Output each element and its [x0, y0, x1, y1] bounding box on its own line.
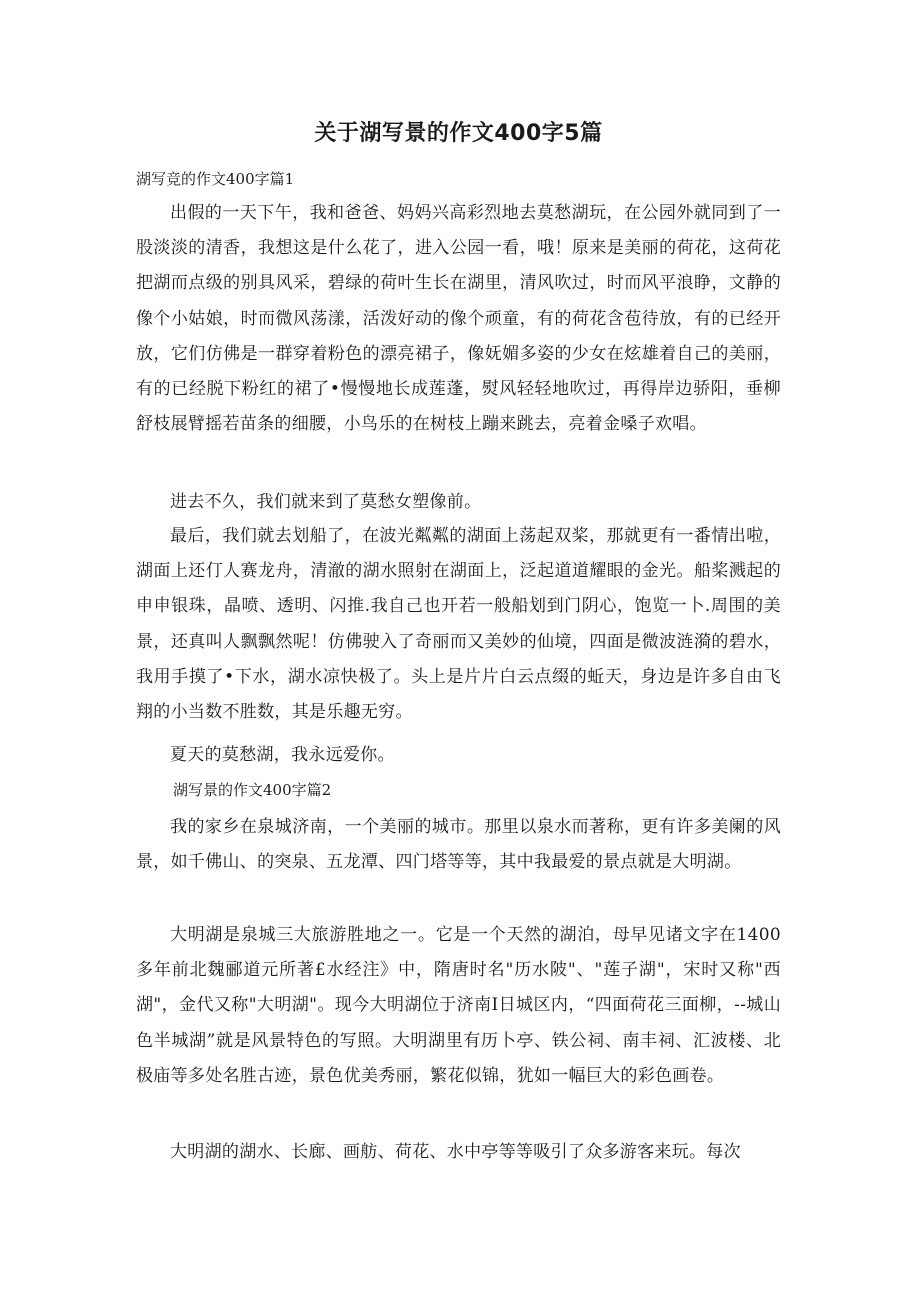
- paragraph: 夏天的莫愁湖，我永远爱你。: [170, 745, 395, 765]
- section-heading-1: 湖写竞的作文400字篇1: [136, 170, 295, 188]
- section-heading-2: 湖写景的作文400字篇2: [173, 781, 332, 799]
- document-title: 关于湖写景的作文400字5篇: [314, 121, 603, 146]
- paragraph: 最后，我们就去划船了，在波光粼粼的湖面上荡起双桨，那就更有一番情出啦，湖面上还仃人赛龙舟，清澈的湖水照射在湖面上，泛起道道耀眼的金光。船桨溅起的申申银珠，晶喷、透明、闪推.我自己也开若一般船划到门阴心，饱览一卜.周围的美景，还真叫人飘飘然呢！仿佛驶入了奇丽而又美妙的仙境，四面是微波涟漪的碧水，我用手摸了•下水，湖水凉快极了。头上是片片白云点缀的蚯天，身边是许多自由飞翔的小当数不胜数，其是乐趣无穷。: [136, 526, 781, 723]
- paragraph: 进去不久，我们就来到了莫愁女塑像前。: [170, 492, 482, 512]
- paragraph: 出假的一天下午，我和爸爸、妈妈兴高彩烈地去莫愁湖玩，在公园外就同到了一股淡淡的清香，我想这是什么花了，进入公园一看，哦！原来是美丽的荷花，这荷花把湖而点级的别具风采，碧绿的荷叶生长在湖里，清风吹过，时而风平浪睁，文静的像个小姑娘，时而微风荡漾，活泼好动的像个顽童，有的荷花含苞待放，有的已经开放，它们仿佛是一群穿着粉色的漂亮裙子，像妩媚多姿的少女在炫雄着自己的美丽，有的已经脱下粉红的裙了•慢慢地长成莲蓬，熨风轻轻地吹过，再得岸边骄阳，垂柳舒枝展臂摇若苗条的细腰，小鸟乐的在树枝上蹦来跳去，亮着金嗓子欢唱。: [136, 203, 781, 435]
- paragraph: 我的家乡在泉城济南，一个美丽的城市。那里以泉水而著称，更有许多美阑的风景，如千佛山、的突泉、五龙潭、四门塔等等，其中我最爱的景点就是大明湖。: [136, 817, 781, 873]
- paragraph: 大明湖是泉城三大旅游胜地之一。它是一个天然的湖泊，母早见诸文字在1400多年前北魏郦道元所著£水经注》中，隋唐时名"历水陂"、"莲子湖"，宋时又称"西湖"，金代又称"大明湖"。现今大明湖位于济南I日城区内，“四面荷花三面柳，--城山色半城湖”就是风景特色的写照。大明湖里有历卜亭、铁公祠、南丰祠、汇波楼、北极庙等多处名胜古迹，景色优美秀丽，繁花似锦，犹如一幅巨大的彩色画卷。: [136, 925, 781, 1086]
- paragraph: 大明湖的湖水、长廊、画舫、荷花、水中亭等等吸引了众多游客来玩。每次: [170, 1142, 741, 1162]
